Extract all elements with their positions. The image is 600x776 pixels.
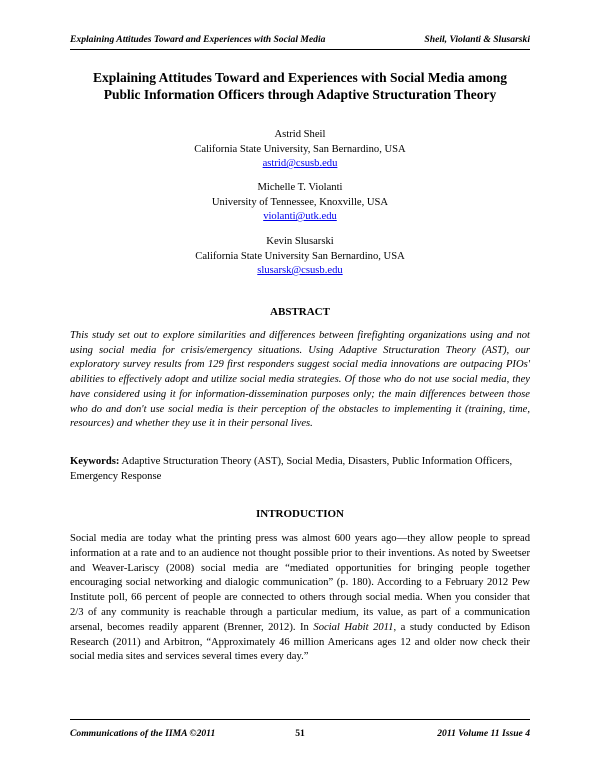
- running-header: [70, 34, 530, 48]
- author-name: Michelle T. Violanti: [257, 182, 343, 193]
- author-block-1: [70, 128, 530, 172]
- intro-text-part-1: Social media are today what the printing press was almost 600 years ago—they allow people to spread information at a rate and to an audience not thought possible prior to their inventions. As noted by Sweetser and Weaver-Lariscy (2008) social media are “mediated opportunities for bringing people together encouraging social networking and dialogic communication” (p. 180). According to a February 2012 Pew Institute poll, 66 percent of people are connected to others through social media. When you consider that 2/3 of any community is reachable through a particular medium, its value, as part of a communication arsenal, becomes readily apparent (Brenner, 2012). In: [70, 533, 530, 633]
- keywords-text: Adaptive Structuration Theory (AST), Social Media, Disasters, Public Information Officers, Emergency Response: [70, 456, 513, 482]
- abstract-heading: ABSTRACT: [270, 306, 330, 318]
- keywords: [70, 454, 530, 484]
- author-name: Kevin Slusarski: [266, 236, 334, 247]
- header-rule: [70, 49, 530, 50]
- author-affiliation: California State University, San Bernardino, USA: [194, 143, 406, 155]
- running-header-title: Explaining Attitudes Toward and Experiences with Social Media: [70, 34, 326, 45]
- footer-rule: [70, 719, 530, 720]
- introduction-text: [70, 532, 530, 665]
- footer-issue: 2011 Volume 11 Issue 4: [437, 728, 530, 739]
- paper-title: [70, 69, 530, 103]
- abstract-text: This study set out to explore similarities and differences between firefighting organizations using and not using social media for crisis/emergency situations. Using Adaptive Structuration Theory (AST), our exploratory survey results from 129 first responders suggest social media innovations are outpacing PIOs' abilities to effectively adopt and utilize social media strategies. Of those who do not use social media, they have considered using it for information-dissemination purposes only; the main differences between those who do and don't use social media is their perception of the obstacles to implementing it (training, time, resources) and whether they use it in their personal lives.: [70, 330, 530, 430]
- author-email-link[interactable]: astrid@csusb.edu: [262, 158, 338, 169]
- author-email-link[interactable]: violanti@utk.edu: [263, 211, 337, 222]
- author-affiliation: California State University San Bernardino, USA: [195, 250, 405, 262]
- running-footer: [70, 728, 530, 742]
- author-email-link[interactable]: slusarsk@csusb.edu: [257, 265, 343, 276]
- paper-title-line-1: Explaining Attitudes Toward and Experiences with Social Media among: [92, 70, 508, 85]
- footer-journal: Communications of the IIMA ©2011: [70, 728, 216, 739]
- keywords-label: Keywords:: [70, 456, 120, 467]
- paper-title-line-2: Public Information Officers through Adaptive Structuration Theory: [103, 87, 497, 102]
- running-header-authors: Sheil, Violanti & Slusarski: [424, 34, 530, 45]
- intro-italic-title: Social Habit 2011: [313, 621, 394, 633]
- author-name: Astrid Sheil: [274, 129, 326, 140]
- author-block-3: [70, 235, 530, 279]
- intro-text-part-2: , a study conducted by Edison Research (2011) and Arbitron, “Approximately 46 million Americans ages 12 and older now check their social media sites and services several times every day.”: [70, 621, 530, 663]
- introduction-heading: INTRODUCTION: [255, 508, 344, 520]
- author-block-2: [70, 181, 530, 225]
- author-affiliation: University of Tennessee, Knoxville, USA: [211, 196, 389, 208]
- page-number: 51: [295, 728, 305, 739]
